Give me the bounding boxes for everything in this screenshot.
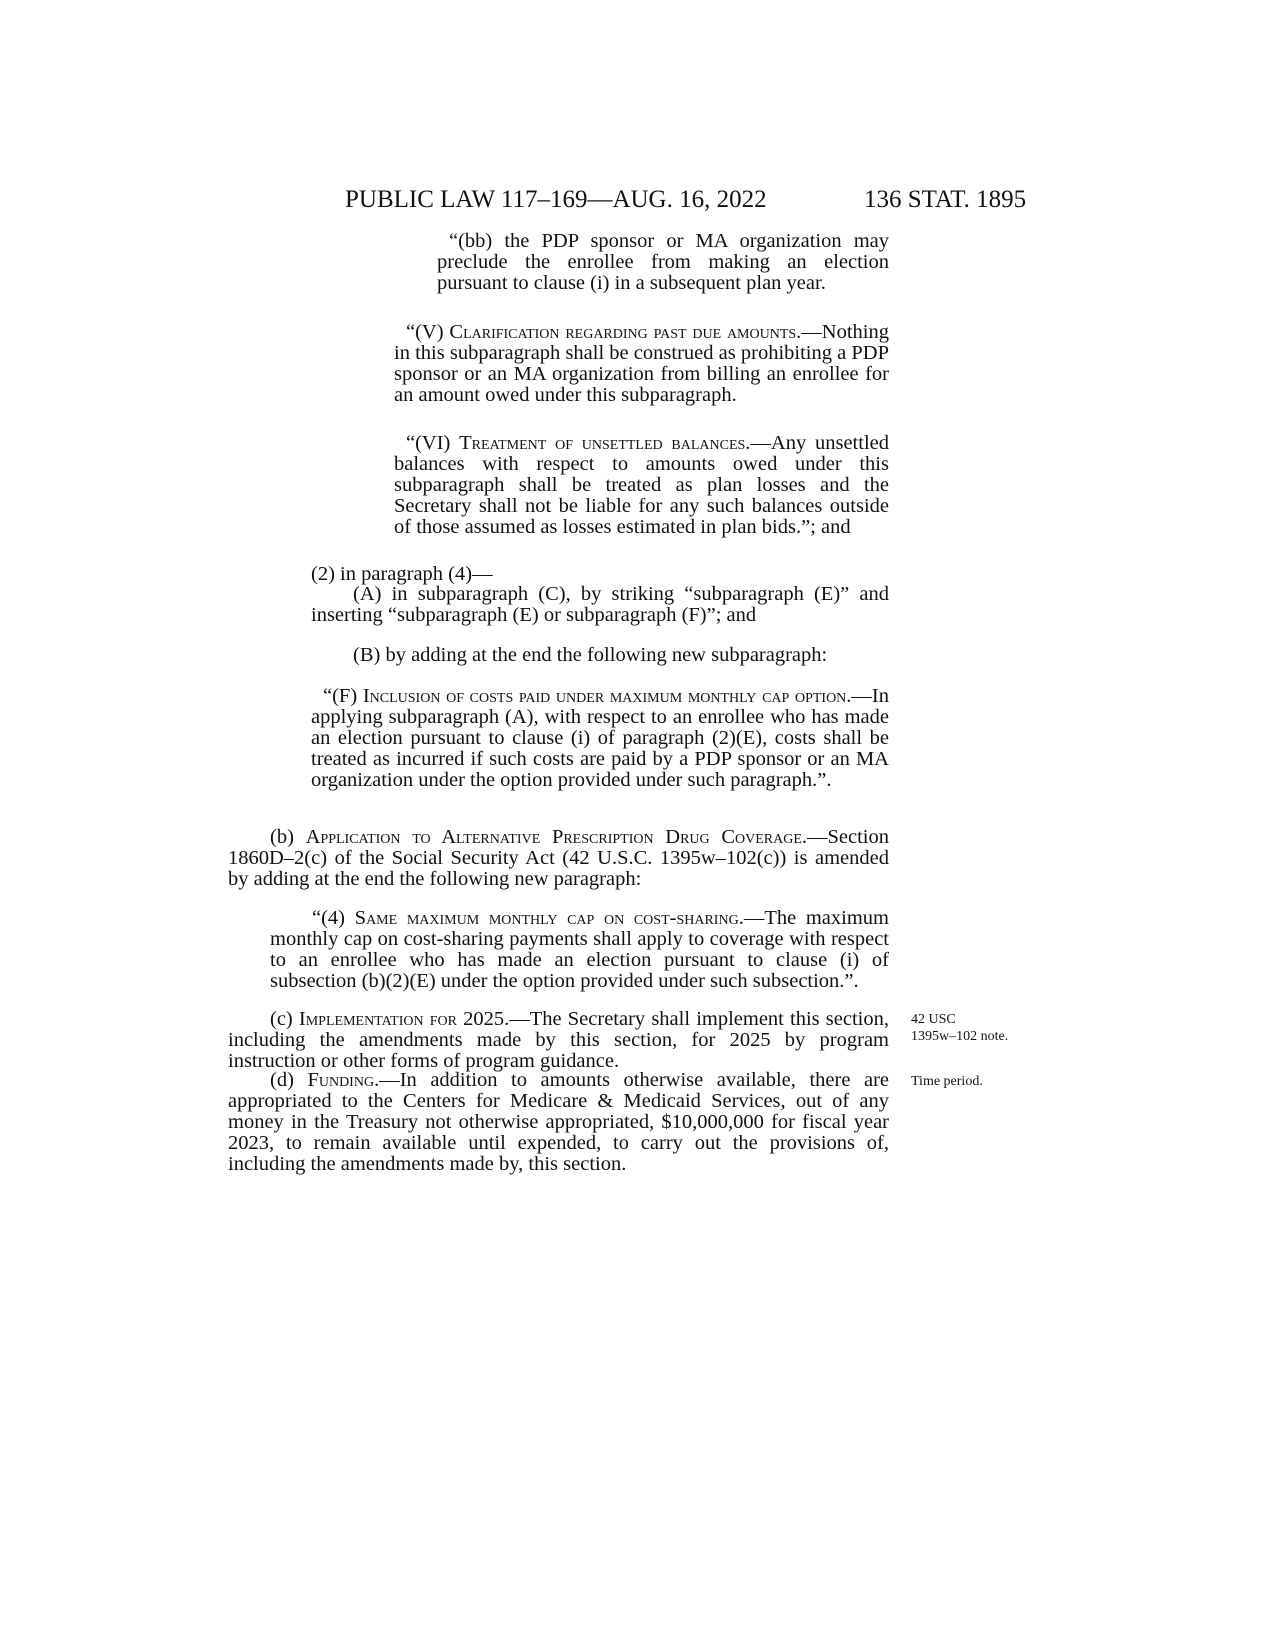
subsection-d-text: .—In addition to amounts otherwise available, there are appropriated to the Centers for Medicare & Medicaid Services, out of any money in the Treasury not otherwise appropriated, $10,000,000 for fiscal year 2023, to remain available until expended, to carry out the provisions of, including the amendments made by, this section. — [228, 1069, 889, 1175]
subparagraph-a — [311, 584, 889, 626]
new-paragraph-4-heading: Same maximum monthly cap on cost-sharing — [354, 907, 739, 929]
margin-note-usc-citation — [911, 1011, 1008, 1045]
paragraph-2 — [311, 564, 889, 585]
margin-note-usc-line2: 1395w–102 note. — [911, 1029, 1009, 1044]
margin-note-time-period: Time period. — [911, 1074, 983, 1089]
subclause-bb — [437, 231, 889, 294]
new-subparagraph-f-heading: Inclusion of costs paid under maximum monthly cap option — [362, 685, 847, 707]
subparagraph-a-text: (A) in subparagraph (C), by striking “subparagraph (E)” and inserting “subparagraph (E) or subparagraph (F)”; and — [311, 583, 889, 626]
subsection-c: (c) Implementation for 2025.—The Secretary shall implement this section, including the amendments made by this section, for 2025 by program instruction or other forms of program guidance. — [228, 1008, 889, 1072]
subsection-b-text: .—Section 1860D–2(c) of the Social Security Act (42 U.S.C. 1395w–102(c)) is amended by adding at the end the following new paragraph: — [228, 826, 890, 890]
subclause-vi-heading: Treatment of unsettled balances — [459, 432, 746, 454]
new-paragraph-4: “(4) Same maximum monthly cap on cost-sharing.—The maximum monthly cap on cost-sharing payments shall apply to coverage with respect to an enrollee who has made an election pursuant to clause (i) of subsection (b)(2)(E) under the option provided under such subsection.”. — [270, 907, 889, 992]
subclause-bb-text: “(bb) the PDP sponsor or MA organization may preclude the enrollee from making an election pursuant to clause (i) in a subsequent plan year. — [437, 230, 889, 294]
subparagraph-b — [311, 645, 889, 666]
subsection-b: (b) Application to Alternative Prescription Drug Coverage.—Section 1860D–2(c) of the Social Security Act (42 U.S.C. 1395w–102(c)) is amended by adding at the end the following new paragraph: — [228, 826, 890, 890]
subsection-d-heading: Funding — [307, 1069, 375, 1091]
subparagraph-b-text: (B) by adding at the end the following new subparagraph: — [353, 644, 828, 666]
new-subparagraph-f-text: .—In applying subparagraph (A), with respect to an enrollee who has made an election pursuant to clause (i) of paragraph (2)(E), costs shall be treated as incurred if such costs are paid by a PDP sponsor or an MA organization under the option provided under such paragraph.”. — [311, 685, 889, 791]
subclause-v: “(V) Clarification regarding past due amounts.—Nothing in this subparagraph shall be construed as prohibiting a PDP sponsor or an MA organization from billing an enrollee for an amount owed under this subparagraph. — [394, 321, 889, 406]
subsection-b-heading: Application to Alternative Prescription Drug Coverage — [305, 826, 802, 848]
margin-note-usc-line1: 42 USC — [911, 1012, 956, 1027]
new-subparagraph-f: “(F) Inclusion of costs paid under maximum monthly cap option.—In applying subparagraph (A), with respect to an enrollee who has made an election pursuant to clause (i) of paragraph (2)(E), costs shall be treated as incurred if such costs are paid by a PDP sponsor or an MA organization under the option provided under such paragraph.”. — [311, 685, 889, 791]
running-head-title: PUBLIC LAW 117–169—AUG. 16, 2022 — [345, 186, 767, 213]
subsection-c-heading: Implementation for 2025 — [298, 1008, 505, 1030]
subclause-v-heading: Clarification regarding past due amounts — [449, 321, 797, 343]
new-paragraph-4-text: .—The maximum monthly cap on cost-sharing payments shall apply to coverage with respect to an enrollee who has made an election pursuant to clause (i) of subsection (b)(2)(E) under the option provided under such subsection.”. — [270, 907, 889, 992]
subsection-c-text: .—The Secretary shall implement this section, including the amendments made by this section, for 2025 by program instruction or other forms of program guidance. — [228, 1008, 889, 1072]
subsection-d: (d) Funding.—In addition to amounts otherwise available, there are appropriated to the Centers for Medicare & Medicaid Services, out of any money in the Treasury not otherwise appropriated, $10,000,000 for fiscal year 2023, to remain available until expended, to carry out the provisions of, including the amendments made by, this section. — [228, 1069, 889, 1175]
subclause-v-text: .—Nothing in this subparagraph shall be construed as prohibiting a PDP sponsor or an MA organization from billing an enrollee for an amount owed under this subparagraph. — [394, 321, 889, 406]
subclause-vi: “(VI) Treatment of unsettled balances.—Any unsettled balances with respect to amounts owed under this subparagraph shall be treated as plan losses and the Secretary shall not be liable for any such balances outside of those assumed as losses estimated in plan bids.”; and — [394, 432, 889, 538]
paragraph-2-text: (2) in paragraph (4)— — [311, 563, 493, 585]
subclause-vi-text: .—Any unsettled balances with respect to amounts owed under this subparagraph shall be treated as plan losses and the Secretary shall not be liable for any such balances outside of those assumed as losses estimated in plan bids.”; and — [394, 432, 889, 538]
statute-page-number: 136 STAT. 1895 — [864, 186, 1027, 213]
